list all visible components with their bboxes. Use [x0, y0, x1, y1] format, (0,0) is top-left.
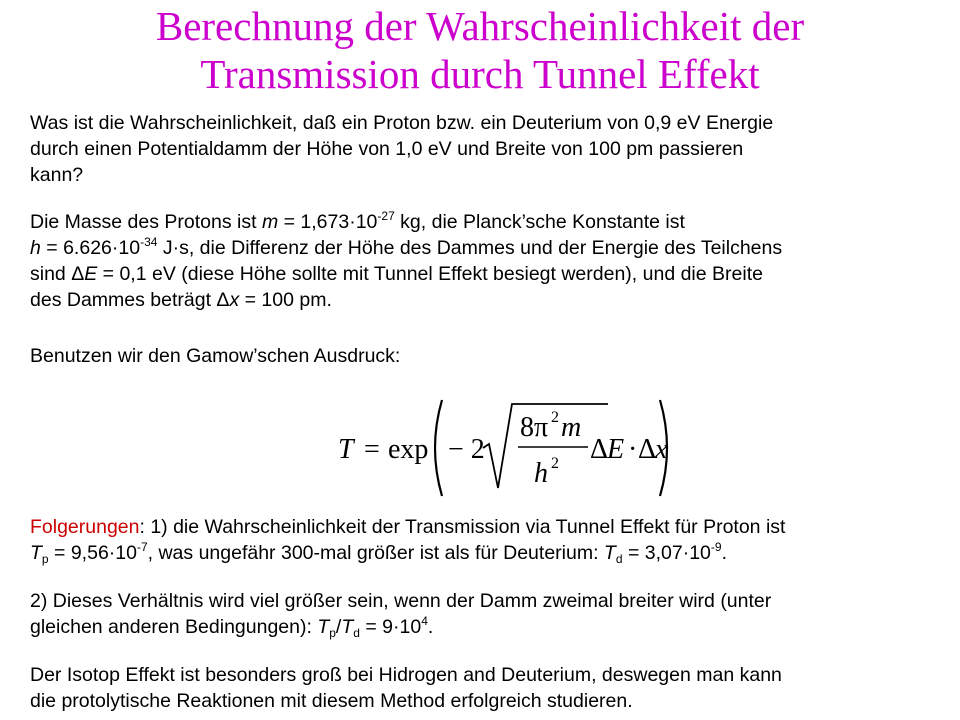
- question-line-2: durch einen Potentialdamm der Höhe von 1,0 eV und Breite von 100 pm passieren: [30, 138, 744, 160]
- conclusions-paragraph: [30, 514, 950, 566]
- ratio-line-1: 2) Dieses Verhältnis wird viel größer sein, wenn der Damm zweimal breiter wird (unter: [30, 590, 772, 612]
- question-line-1: Was ist die Wahrscheinlichkeit, daß ein Proton bzw. ein Deuterium von 0,9 eV Energie: [30, 112, 774, 134]
- formula-exp: exp: [388, 434, 429, 465]
- formula-8pi: 8π: [520, 412, 549, 443]
- title-line-1: Berechnung der Wahrscheinlichkeit der: [155, 3, 805, 49]
- given-line-2: $h = 6.626\cdot 10^{-34}$ J·s, die Differenz der Höhe des Dammes und der Energie des Teilchens: [30, 235, 783, 259]
- gamow-formula: [336, 396, 676, 500]
- ratio-line-2: gleichen anderen Bedingungen): $T_p/T_d = 9\cdot 10^4$.: [30, 614, 434, 640]
- question-paragraph: [30, 110, 950, 188]
- given-line-4: des Dammes beträgt Δx = 100 pm.: [30, 289, 332, 311]
- isotope-paragraph: [30, 662, 950, 714]
- formula-m: m: [561, 412, 582, 443]
- formula-delta-2: Δ: [638, 434, 657, 465]
- given-line-1: Die Masse des Protons ist $m = 1,673\cdot 10^{-27}$ kg, die Planck’sche Konstante ist: [30, 209, 685, 233]
- formula-dot: ·: [628, 434, 638, 465]
- formula-minus-two: − 2: [448, 434, 485, 465]
- question-line-3: kann?: [30, 164, 84, 186]
- ratio-paragraph: [30, 588, 950, 640]
- given-values-paragraph: [30, 209, 950, 313]
- formula-pi-square: 2: [551, 409, 559, 426]
- formula-x: x: [655, 434, 668, 465]
- isotope-line-1: Der Isotop Effekt ist besonders groß bei Hidrogen and Deuterium, deswegen man kann: [30, 664, 782, 686]
- given-line-3: sind ΔE = 0,1 eV (diese Höhe sollte mit Tunnel Effekt besiegt werden), und die Breite: [30, 263, 763, 285]
- formula-E: E: [607, 434, 625, 465]
- formula-equals: =: [364, 434, 380, 465]
- isotope-line-2: die protolytische Reaktionen mit diesem Method erfolgreich studieren.: [30, 690, 633, 712]
- title-line-2: Transmission durch Tunnel Effekt: [200, 51, 760, 97]
- gamow-intro: Benutzen wir den Gamow’schen Ausdruck:: [30, 345, 401, 367]
- conclusions-line-2: $T_p = 9,56\cdot 10^{-7}$, was ungefähr 300-mal größer ist als für Deuterium: $T_d = 3,07\cdot 10^{-9}$.: [30, 540, 727, 566]
- formula-T: T: [338, 434, 354, 465]
- formula-h-square: 2: [551, 455, 559, 472]
- left-paren: [435, 400, 442, 496]
- formula-delta-1: Δ: [590, 434, 609, 465]
- conclusions-label: Folgerungen: [30, 516, 140, 538]
- conclusions-line-1: Folgerungen: 1) die Wahrscheinlichkeit der Transmission via Tunnel Effekt für Proton ist: [30, 516, 786, 538]
- formula-h: h: [534, 458, 548, 489]
- slide-title: [0, 2, 960, 98]
